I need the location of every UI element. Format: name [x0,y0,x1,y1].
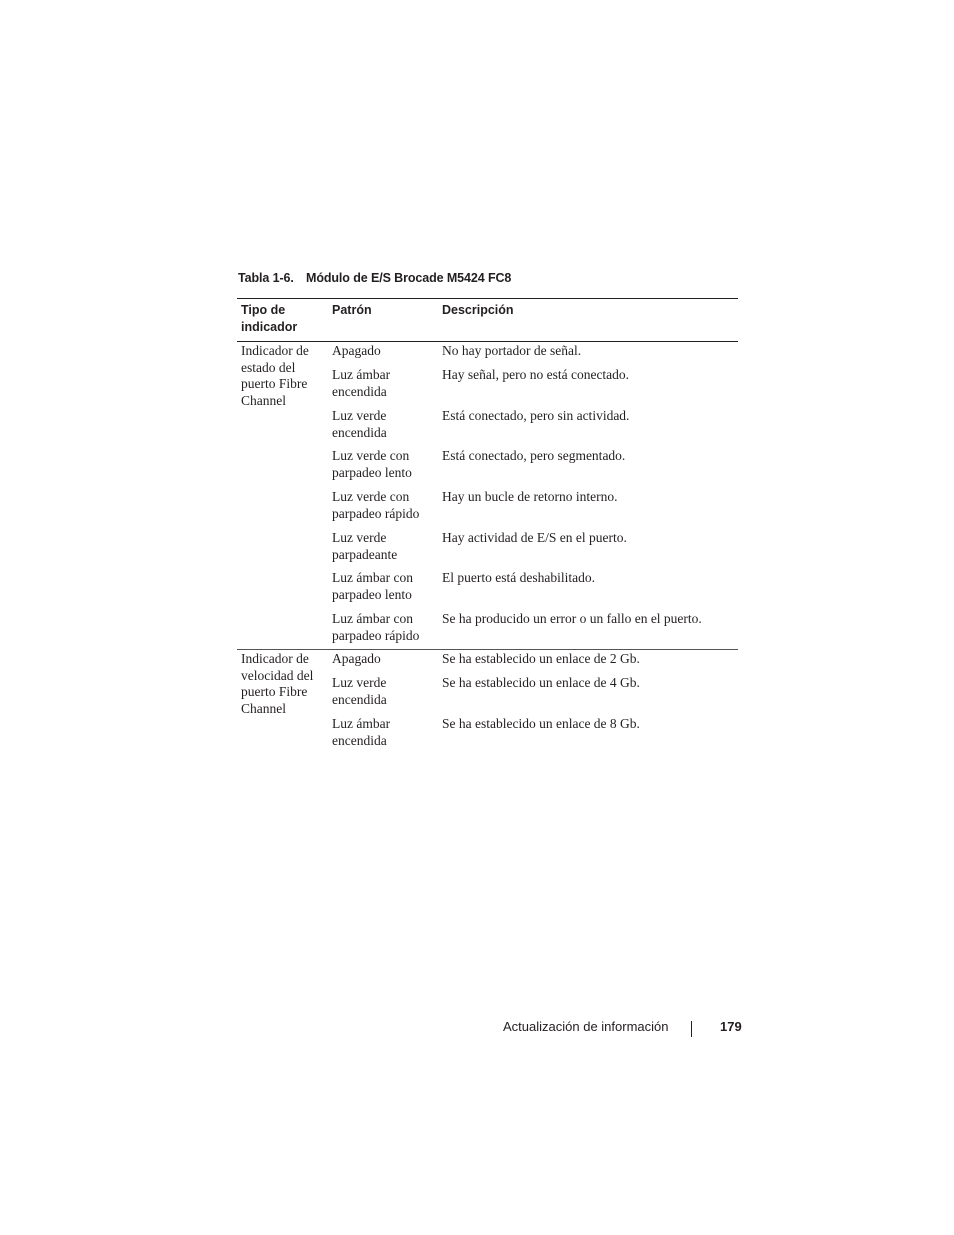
row-description: Hay un bucle de retorno interno. [442,489,618,504]
page-number: 179 [720,1019,742,1034]
group-divider [237,649,738,650]
row-description: Se ha establecido un enlace de 4 Gb. [442,675,640,690]
row-description: Se ha establecido un enlace de 2 Gb. [442,651,640,666]
group-indicator-status: Indicador de estado del puerto Fibre Channel [241,343,309,408]
running-footer-section: Actualización de información [503,1019,669,1034]
row-pattern: Luz verde con parpadeo rápido [332,489,420,521]
table-title: Módulo de E/S Brocade M5424 FC8 [306,271,512,285]
row-description: Hay señal, pero no está conectado. [442,367,630,382]
group-indicator-speed: Indicador de velocidad del puerto Fibre Channel [241,651,314,716]
row-pattern: Apagado [332,651,381,666]
row-pattern: Luz ámbar encendida [332,367,391,399]
row-description: Hay actividad de E/S en el puerto. [442,530,627,545]
table-top-rule [237,298,738,299]
row-pattern: Luz ámbar con parpadeo rápido [332,611,420,643]
header-pattern: Patrón [332,303,372,317]
row-description: Se ha establecido un enlace de 8 Gb. [442,716,640,731]
table-number: Tabla 1-6. [238,271,294,285]
row-description: No hay portador de señal. [442,343,582,358]
header-indicator-type: Tipo de indicador [241,303,298,334]
row-pattern: Luz verde encendida [332,675,387,707]
row-description: El puerto está deshabilitado. [442,570,595,585]
row-description: Está conectado, pero segmentado. [442,448,626,463]
table-caption [238,271,511,285]
row-pattern: Luz verde con parpadeo lento [332,448,412,480]
row-pattern: Luz verde encendida [332,408,387,440]
footer-separator [691,1021,692,1037]
row-description: Se ha producido un error o un fallo en el puerto. [442,611,702,626]
row-pattern: Apagado [332,343,381,358]
row-pattern: Luz verde parpadeante [332,530,398,562]
row-description: Está conectado, pero sin actividad. [442,408,630,423]
header-description: Descripción [442,303,514,317]
table-header-rule [237,341,738,342]
row-pattern: Luz ámbar encendida [332,716,391,748]
row-pattern: Luz ámbar con parpadeo lento [332,570,413,602]
